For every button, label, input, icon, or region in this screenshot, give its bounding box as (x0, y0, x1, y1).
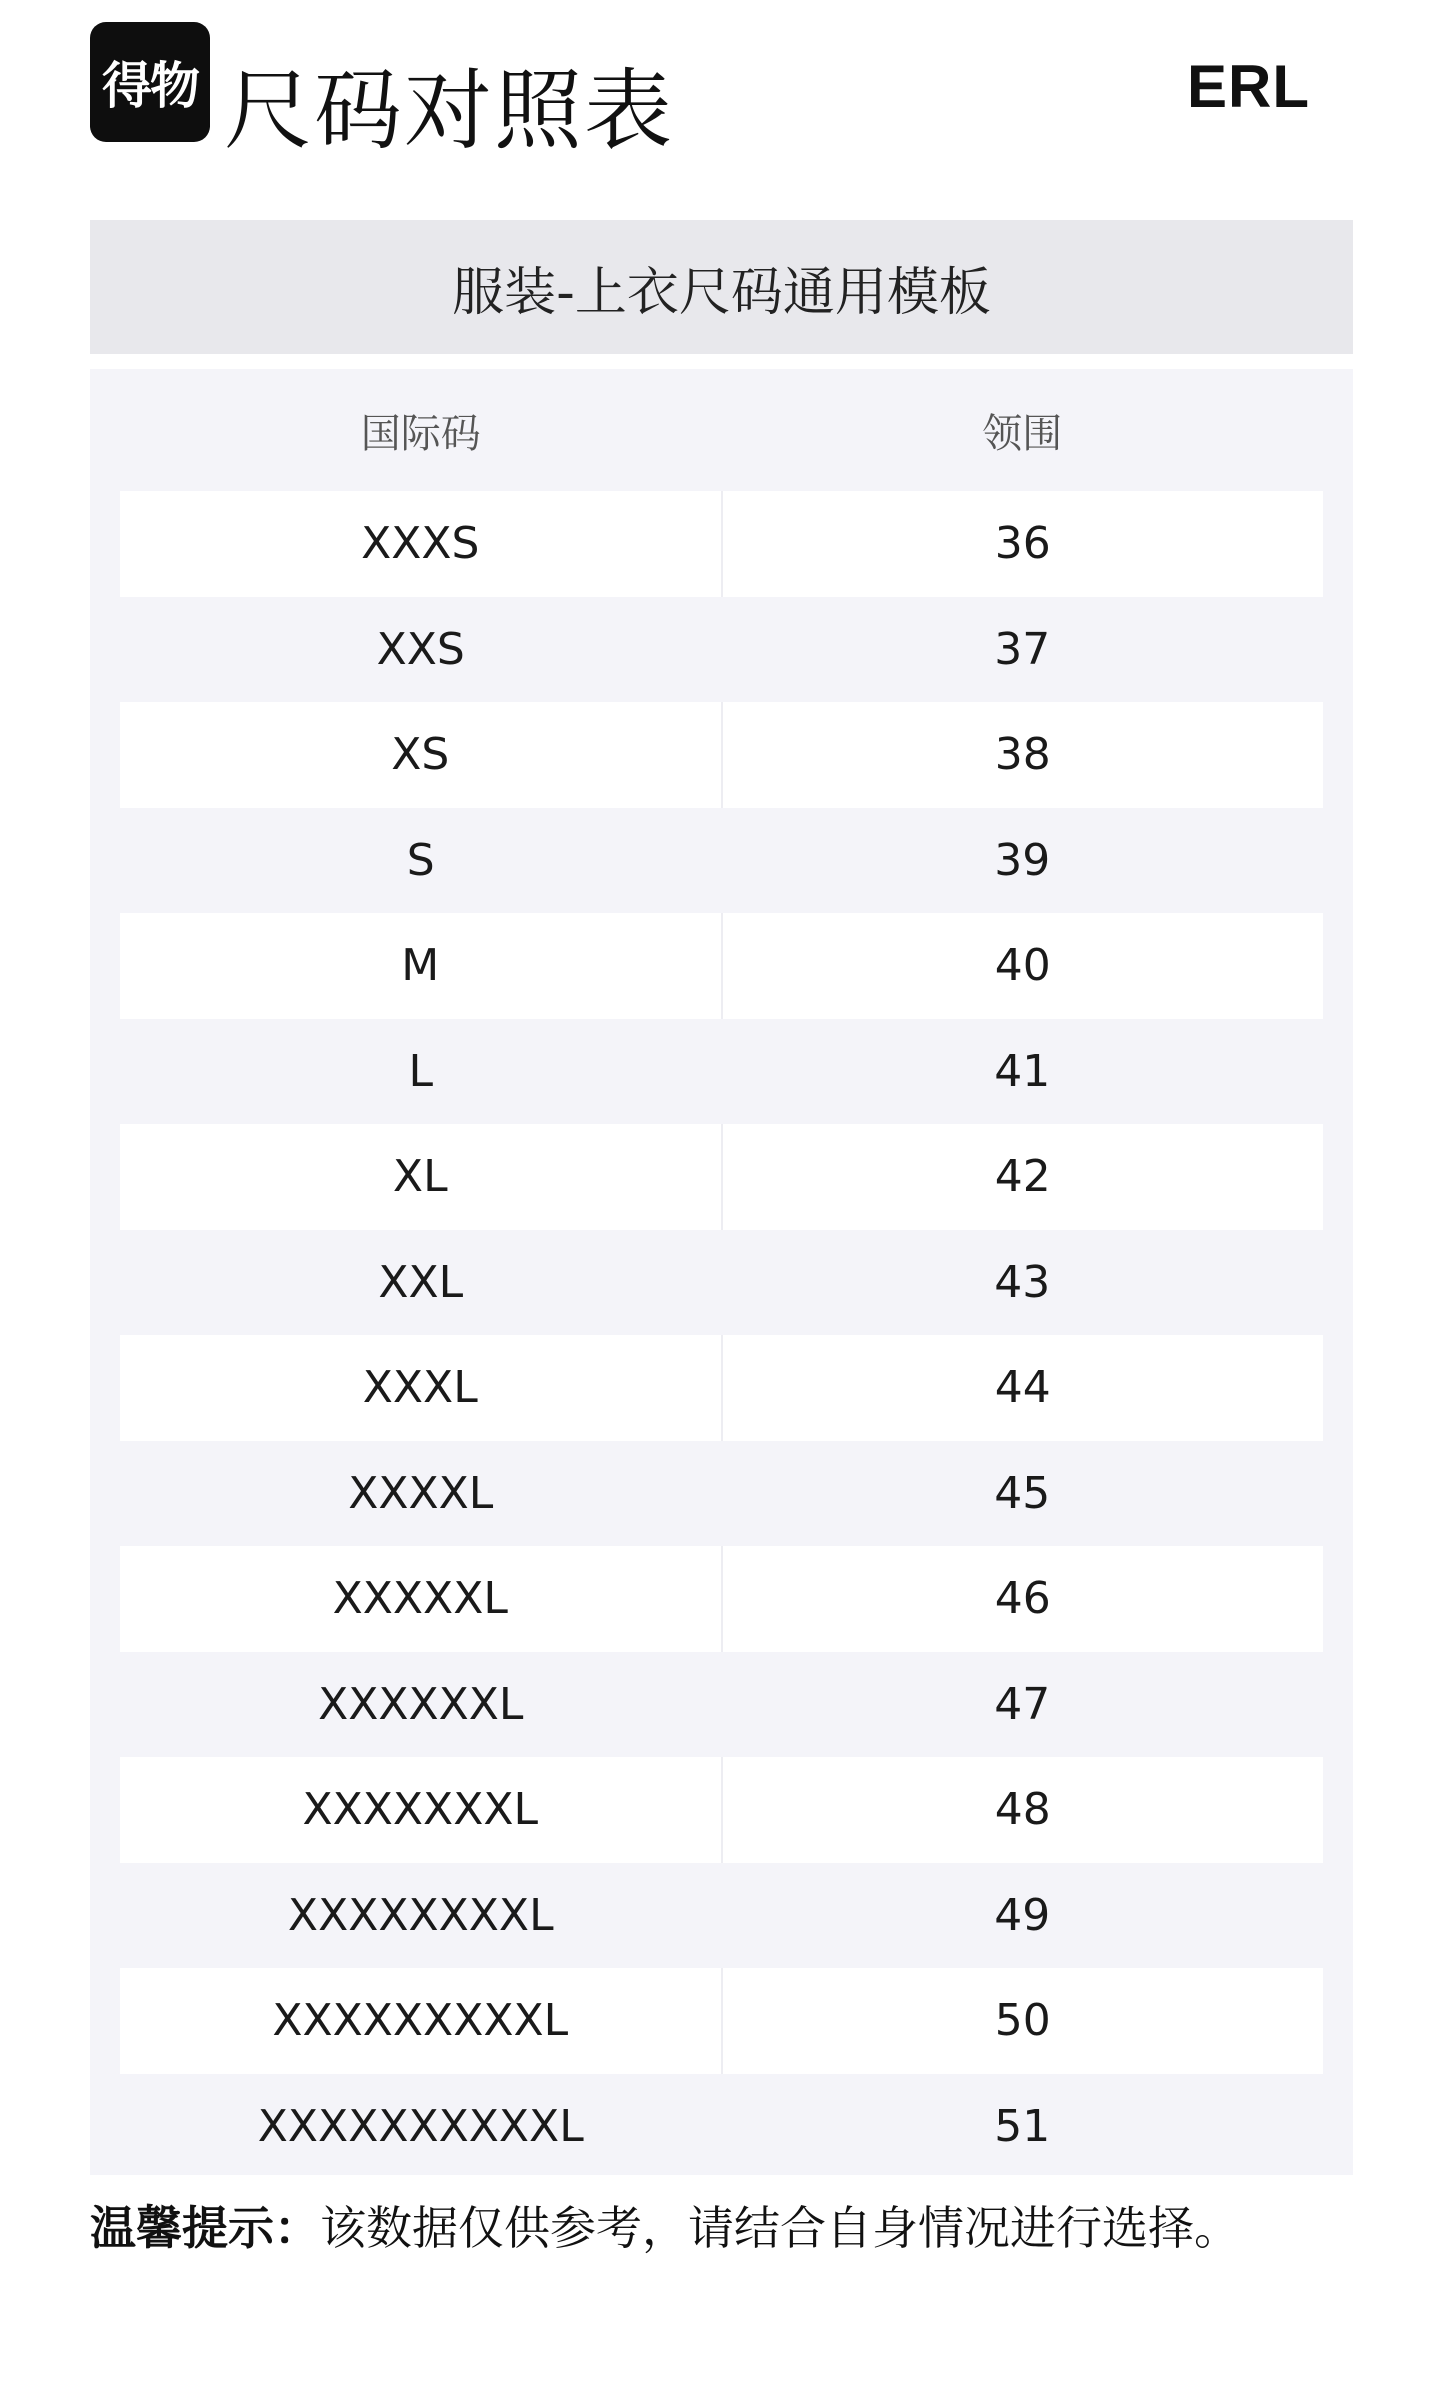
tip-label: 温馨提示： (90, 2201, 320, 2255)
table-row (120, 1546, 1323, 1652)
table-row (120, 1863, 1323, 1969)
page-title: 尺码对照表 (224, 59, 675, 162)
size-cell: XL (120, 1124, 723, 1230)
table-row (120, 491, 1323, 597)
neck-cell: 48 (994, 1784, 1051, 1836)
neck-cell: 42 (994, 1151, 1051, 1203)
table-row (120, 913, 1323, 1019)
neck-cell: 49 (994, 1889, 1051, 1941)
table-header (120, 369, 1323, 491)
neck-cell: 36 (994, 518, 1051, 570)
table-row (120, 1230, 1323, 1336)
size-cell: XS (120, 702, 723, 808)
neck-cell: 46 (994, 1573, 1051, 1625)
column-header-international-size: 国际码 (360, 410, 481, 457)
tip-note (90, 2193, 1240, 2263)
tip-text: 该数据仅供参考，请结合自身情况进行选择。 (320, 2201, 1240, 2255)
size-cell: XXXL (120, 1335, 723, 1441)
table-row (120, 702, 1323, 808)
table-row (120, 1652, 1323, 1758)
neck-cell: 45 (994, 1467, 1051, 1519)
size-cell: S (406, 834, 435, 886)
neck-cell: 38 (994, 729, 1051, 781)
neck-cell: 43 (994, 1256, 1051, 1308)
table-row (120, 808, 1323, 914)
neck-cell: 37 (994, 623, 1051, 675)
neck-cell: 47 (994, 1678, 1051, 1730)
table-row (120, 1441, 1323, 1547)
size-cell: XXXXXXXXL (287, 1889, 554, 1941)
table-body (120, 491, 1323, 2179)
template-title: 服装-上衣尺码通用模板 (90, 220, 1353, 354)
table-row (120, 1335, 1323, 1441)
size-cell: XXL (378, 1256, 464, 1308)
size-cell: M (120, 913, 723, 1019)
size-table (90, 369, 1353, 2175)
table-row (120, 1968, 1323, 2074)
neck-cell: 41 (994, 1045, 1051, 1097)
table-row (120, 2074, 1323, 2180)
neck-cell: 50 (994, 1995, 1051, 2047)
neck-cell: 51 (994, 2100, 1051, 2152)
dewu-logo (90, 22, 210, 142)
size-cell: XXXXXXL (318, 1678, 524, 1730)
table-row (120, 1019, 1323, 1125)
neck-cell: 39 (994, 834, 1051, 886)
size-cell: XXS (376, 623, 465, 675)
neck-cell: 40 (994, 940, 1051, 992)
table-row (120, 1757, 1323, 1863)
brand-logo: ERL (1187, 53, 1310, 120)
logo-text: 得物 (102, 57, 198, 115)
size-cell: XXXXXXXXXXL (257, 2100, 584, 2152)
size-cell: XXXXXL (120, 1546, 723, 1652)
table-row (120, 597, 1323, 703)
size-cell: XXXXXXXXXL (120, 1968, 723, 2074)
neck-cell: 44 (994, 1362, 1051, 1414)
size-cell: XXXXXXXL (120, 1757, 723, 1863)
table-row (120, 1124, 1323, 1230)
size-cell: XXXS (120, 491, 723, 597)
size-cell: L (408, 1045, 433, 1097)
size-cell: XXXXL (348, 1467, 494, 1519)
column-header-neck: 领围 (982, 410, 1063, 457)
